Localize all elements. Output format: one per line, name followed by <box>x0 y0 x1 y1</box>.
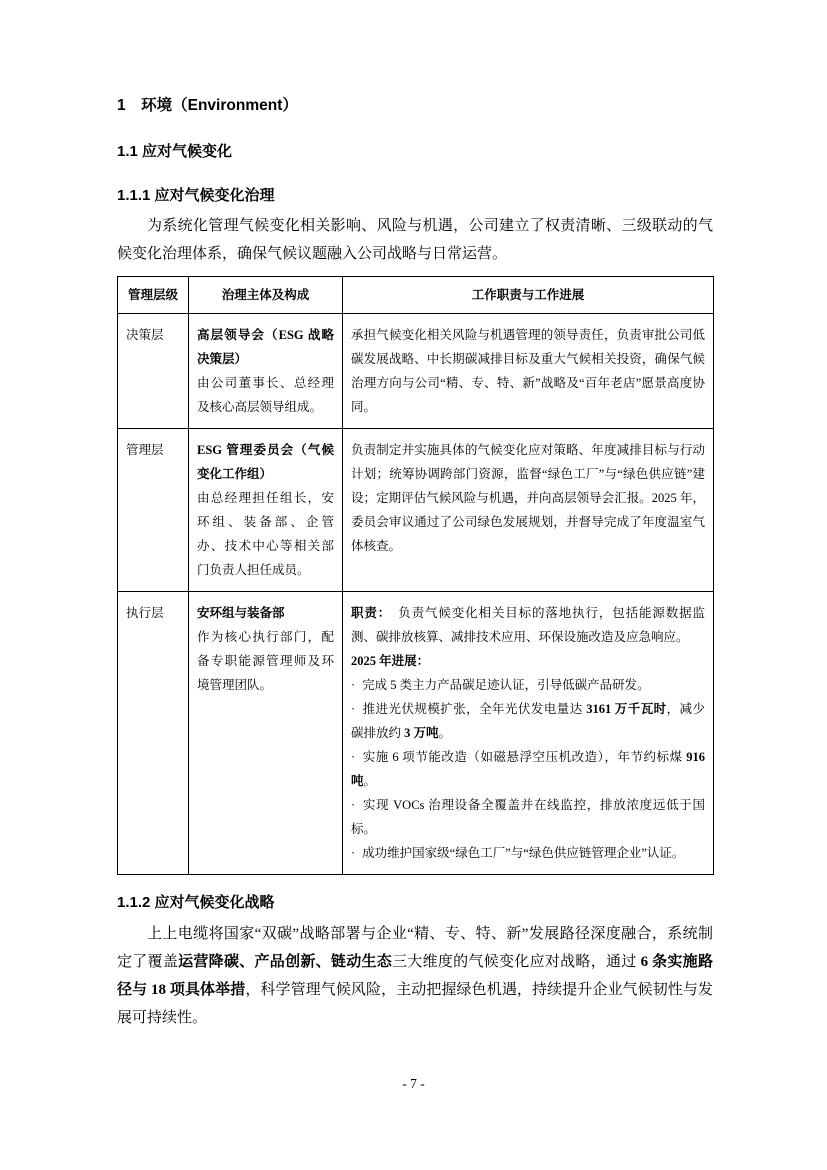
cell-entity <box>189 314 343 429</box>
cell-level: 管理层 <box>118 429 189 592</box>
climate-governance-table <box>117 276 714 875</box>
duty-paragraph: 职责： 负责气候变化相关目标的落地执行，包括能源数据监测、碳排放核算、减排技术应用、环保设施改造及应急响应。 <box>351 606 705 644</box>
bullet-text: 实现 VOCs 治理设备全覆盖并在线监控，排放浓度远低于国标。 <box>351 798 705 836</box>
entity-description: 作为核心执行部门，配备专职能源管理师及环境管理团队。 <box>197 630 334 692</box>
table-header-row <box>118 277 714 314</box>
duty-paragraph: 负责制定并实施具体的气候变化应对策略、年度减排目标与行动计划；统筹协调跨部门资源，监督“绿色工厂”与“绿色供应链”建设；定期评估气候风险与机遇，并向高层领导会汇报。2025 年，委员会审议通过了公司绿色发展规划，并督导完成了年度温室气体核查。 <box>351 443 705 553</box>
heading-environment: 1 环境（Environment） <box>117 97 298 114</box>
bullet-item <box>351 793 705 841</box>
cell-level: 执行层 <box>118 592 189 875</box>
cell-level: 决策层 <box>118 314 189 429</box>
bullet-item <box>351 841 705 865</box>
table-row-management-layer <box>118 429 714 592</box>
table-row-decision-layer <box>118 314 714 429</box>
strategy-paragraph: 上上电缆将国家“双碳”战略部署与企业“精、专、特、新”发展路径深度融合，系统制定了覆盖运营降碳、产品创新、链动生态三大维度的气候变化应对战略，通过 6 条实施路径与 18 项具体举措，科学管理气候风险，主动把握绿色机遇，持续提升企业气候韧性与发展可持续性。 <box>117 926 713 1026</box>
cell-duty <box>343 592 714 875</box>
page-number: - 7 - <box>402 1076 425 1091</box>
heading-climate-governance: 1.1.1 应对气候变化治理 <box>117 187 275 204</box>
cell-duty <box>343 314 714 429</box>
governance-intro-paragraph: 为系统化管理气候变化相关影响、风险与机遇，公司建立了权责清晰、三级联动的气候变化治理体系，确保气候议题融入公司战略与日常运营。 <box>117 218 713 262</box>
table-row-execution-layer <box>118 592 714 875</box>
progress-label: 2025 年进展： <box>351 654 430 668</box>
page-content <box>117 96 713 1040</box>
bullet-item <box>351 697 705 745</box>
bullet-icon: · <box>351 702 356 716</box>
bullet-item <box>351 745 705 793</box>
heading-climate-change: 1.1 应对气候变化 <box>117 143 233 160</box>
bullet-text: 实施 6 项节能改造（如磁悬浮空压机改造），年节约标煤 916 吨。 <box>351 750 705 788</box>
bullet-text: 完成 5 类主力产品碳足迹认证，引导低碳产品研发。 <box>362 678 650 692</box>
bullet-icon: · <box>351 846 356 860</box>
bullet-item <box>351 673 705 697</box>
bullet-icon: · <box>351 750 356 764</box>
entity-description: 由公司董事长、总经理及核心高层领导组成。 <box>197 376 334 414</box>
heading-climate-strategy: 1.1.2 应对气候变化战略 <box>117 894 275 911</box>
duty-paragraph: 承担气候变化相关风险与机遇管理的领导责任，负责审批公司低碳发展战略、中长期碳减排目标及重大气候相关投资，确保气候治理方向与公司“精、专、特、新”战略及“百年老店”愿景高度协同。 <box>351 328 705 414</box>
entity-description: 由总经理担任组长，安环组、装备部、企管办、技术中心等相关部门负责人担任成员。 <box>197 491 334 577</box>
table-header-duty: 工作职责与工作进展 <box>343 277 714 314</box>
entity-title: 高层领导会（ESG 战略决策层） <box>197 328 334 366</box>
bullet-text: 成功维护国家级“绿色工厂”与“绿色供应链管理企业”认证。 <box>362 846 685 860</box>
cell-entity <box>189 429 343 592</box>
bullet-icon: · <box>351 678 356 692</box>
entity-title: 安环组与装备部 <box>197 606 285 620</box>
bullet-icon: · <box>351 798 356 812</box>
table-header-level: 管理层级 <box>118 277 189 314</box>
cell-entity <box>189 592 343 875</box>
cell-duty <box>343 429 714 592</box>
bullet-text: 推进光伏规模扩张，全年光伏发电量达 3161 万千瓦时，减少碳排放约 3 万吨。 <box>351 702 705 740</box>
entity-title: ESG 管理委员会（气候变化工作组） <box>197 443 334 481</box>
table-header-entity: 治理主体及构成 <box>189 277 343 314</box>
